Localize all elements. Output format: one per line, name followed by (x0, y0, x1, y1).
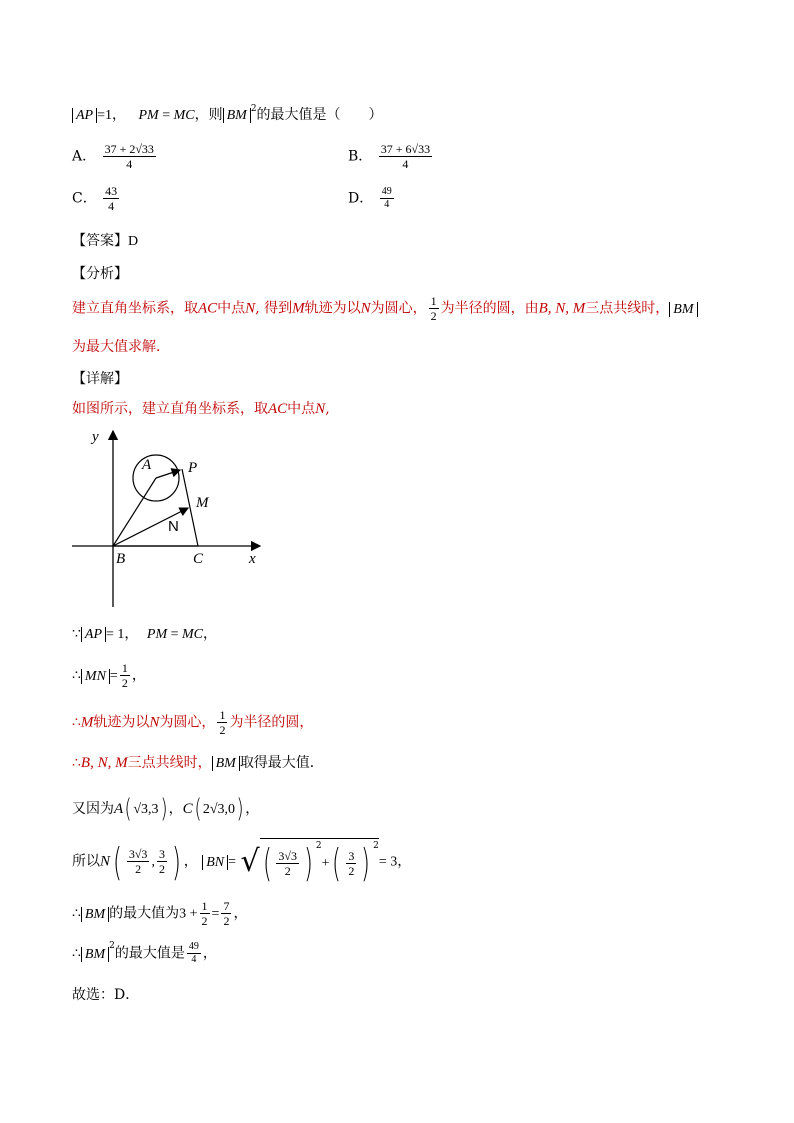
vector-ap-arrow (156, 470, 180, 478)
analysis-line-1: 建立直角坐标系，取AC中点N, 得到M轨迹为以N为圆心， $\frac{1}{2}$ 为半径的圆，由B, N, M三点共线时， BM (72, 294, 698, 323)
segment-ba (113, 478, 156, 546)
answer (72, 230, 138, 250)
step-6: 所以N( $\frac{3√3}{2}$ , $\frac{3}{2}$ ) ， BN = √( $\frac{3√3}{2}$ ) $^2$+( $\frac{3}{2}$ ) $^2$= 3， (72, 839, 412, 885)
analysis-heading: 【分析】 (72, 266, 128, 282)
step-4: ∴B, N, M三点共线时， BM 取得最大值． (72, 755, 324, 771)
option-d-fraction: $\frac{49}{4}$ (381, 186, 392, 210)
analysis-line-2: 为最大值求解． (72, 339, 170, 355)
step-2: ∴ MN = $\frac{1}{2}$ ， (72, 661, 146, 690)
vector-bm: BM (223, 108, 251, 123)
option-a (72, 142, 158, 171)
label-c: C (193, 551, 204, 567)
step-3: ∴M轨迹为以N为圆心， $\frac{1}{2}$ 为半径的圆， (72, 708, 314, 737)
vector-pm: PM (138, 108, 159, 123)
label-a: A (142, 457, 152, 473)
text: =1， (97, 108, 127, 123)
detail-intro: 如图所示，建立直角坐标系，取AC中点N, (72, 401, 330, 417)
label-m: M (196, 495, 209, 511)
vector-mc: MC (173, 108, 195, 123)
text: 的最大值是（ ） (256, 107, 383, 123)
answer-label: 【答案】 (72, 233, 128, 249)
answer-value: D (128, 234, 139, 249)
detail-heading: 【详解】 (72, 371, 128, 387)
label-y: y (92, 429, 99, 445)
step-7: ∴ BM 的最大值为3 + $\frac{1}{2}$ = $\frac{7}{2}$ ， (72, 899, 248, 928)
option-c (72, 184, 121, 213)
step-8: ∴ $BM^2$的最大值是 $\frac{49}{4}$ ， (72, 941, 217, 965)
label-x: x (249, 551, 256, 567)
option-label: A． (72, 148, 97, 165)
text: ，则 (194, 107, 223, 123)
question-line: AP =1， PM = MC，则 BM $^2$的最大值是（ ） (72, 104, 383, 124)
final-answer: 故选：D． (72, 987, 140, 1003)
option-d (348, 186, 396, 211)
option-c-fraction: $\frac{43}{4}$ (105, 184, 118, 213)
vector-ap: AP (72, 108, 97, 123)
option-a-fraction: $\frac{37 + 2√33}{4}$ (104, 142, 154, 171)
option-b-fraction: $\frac{37 + 6√33}{4}$ (380, 142, 431, 171)
label-b: B (116, 551, 126, 567)
geometry-figure (64, 425, 274, 610)
option-b (348, 142, 434, 171)
option-label: C． (72, 190, 97, 207)
option-label: B． (348, 148, 373, 165)
label-p: P (188, 460, 198, 476)
step-1: ∵ AP = 1， PM = MC， (72, 626, 218, 642)
label-n: N (168, 518, 179, 535)
step-5: 又因为A( √3,3) ，C( 2√3,0) ， (72, 794, 260, 824)
superscript: 2 (250, 104, 257, 114)
option-label: D． (348, 190, 374, 207)
